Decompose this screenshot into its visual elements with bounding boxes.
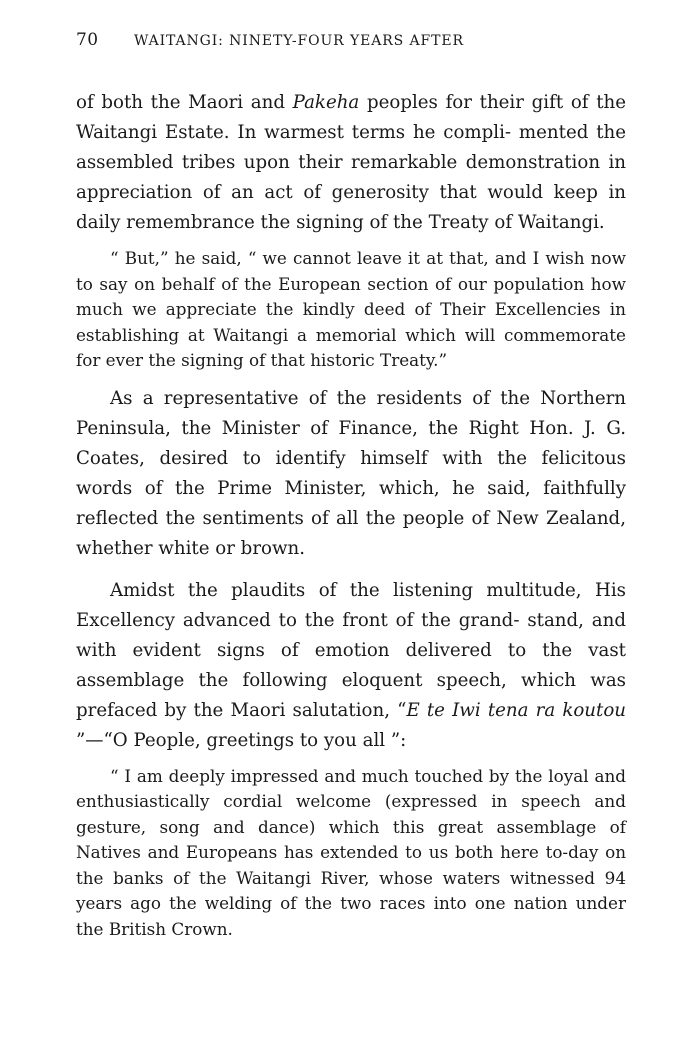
paragraph-continuation <box>76 88 626 238</box>
paragraph-speech-opening: “ I am deeply impressed and much touched by the loyal and enthusiastically cordial welcome (expressed in speech and gesture, song and dance) which this great assemblage of Natives and Europeans has extended to us both here to-day on the banks of the Waitangi River, whose waters witnessed 94 years ago the welding of the two races into one nation under the British Crown. <box>76 765 626 939</box>
italic-maori-salutation: E te Iwi tena ra koutou <box>406 699 626 721</box>
running-title: WAITANGI: NINETY-FOUR YEARS AFTER <box>134 33 464 49</box>
paragraph-his-excellency <box>76 576 626 756</box>
paragraph-text: ”—“O People, greetings to you all ”: <box>76 729 407 751</box>
paragraph-quote-but: “ But,” he said, “ we cannot leave it at that, and I wish now to say on behalf of the European section of our population how much we appreciate the kindly deed of Their Excellencies in establishing at Waitangi a memorial which will commemorate for ever the signing of that historic Treaty.” <box>76 248 626 370</box>
page-number: 70 <box>76 30 99 50</box>
italic-term-pakeha: Pakeha <box>292 92 360 113</box>
paragraph-text: peoples for their gift of the Waitangi Estate. In warmest terms he compli- mented the assembled tribes upon their remarkable demonstration in appreciation of an act of generosity that would keep in daily remembrance the signing of the Treaty of Waitangi. <box>76 92 626 233</box>
book-page <box>76 30 626 942</box>
paragraph-text: of both the Maori and <box>76 92 293 113</box>
paragraph-minister-of-finance: As a representative of the residents of the Northern Peninsula, the Minister of Finance, the Right Hon. J. G. Coates, desired to identify himself with the felicitous words of the Prime Minister, which, he said, faithfully reflected the sentiments of all the people of New Zealand, whether white or brown. <box>76 387 626 559</box>
paragraph-text: Amidst the plaudits of the listening multitude, His Excellency advanced to the front of the grand- stand, and with evident signs of emotion delivered to the vast assemblage the following eloquent speech, which was prefaced by the Maori salutation, “ <box>76 579 626 721</box>
running-head <box>76 30 626 60</box>
